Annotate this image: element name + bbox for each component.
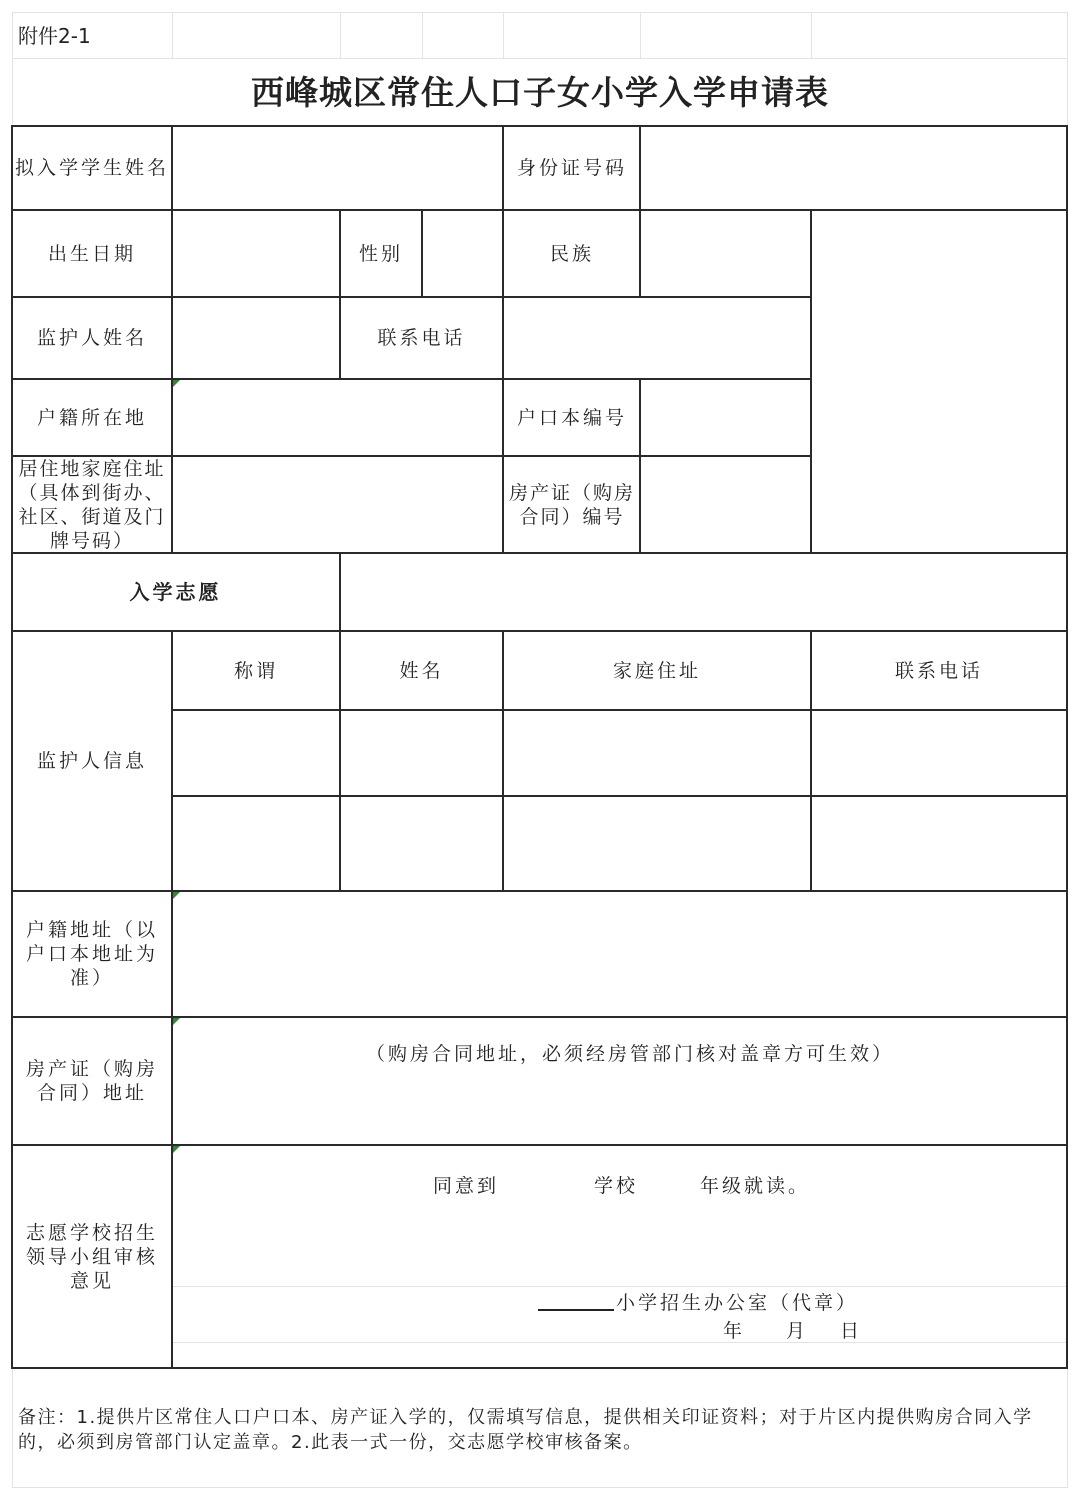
grid-line	[172, 1342, 1067, 1343]
label-hukou-number: 户口本编号	[516, 406, 627, 429]
label-id-number: 身份证号码	[516, 157, 627, 179]
guardian-col-phone: 联系电话	[894, 659, 983, 682]
property-address-field[interactable]	[173, 1018, 1066, 1144]
form-title: 西峰城区常住人口子女小学入学申请表	[251, 73, 829, 112]
review-year: 年	[723, 1320, 743, 1342]
birth-date-field[interactable]	[173, 211, 339, 296]
id-number-field[interactable]	[641, 127, 1066, 209]
gender-field[interactable]	[423, 211, 502, 296]
review-month: 月	[786, 1320, 806, 1342]
review-day: 日	[840, 1320, 860, 1342]
label-review-opinion: 志愿学校招生领导小组审核意见	[25, 1221, 158, 1292]
label-gender: 性别	[358, 242, 403, 265]
grid-line	[640, 12, 641, 58]
guardian-row-1[interactable]	[173, 711, 1066, 795]
attachment-label: 附件2-1	[18, 24, 91, 48]
grid-line	[172, 1286, 1067, 1287]
label-property-cert-number: 房产证（购房合同）编号	[508, 481, 635, 528]
photo-area[interactable]	[812, 211, 1066, 552]
guardian-name-field[interactable]	[173, 298, 339, 378]
label-contact-phone: 联系电话	[377, 327, 466, 349]
label-household-location: 户籍所在地	[36, 406, 147, 429]
property-cert-number-field[interactable]	[641, 457, 810, 552]
guardian-row-2[interactable]	[173, 797, 1066, 890]
guardian-col-relation: 称谓	[233, 659, 278, 682]
grid-line	[12, 58, 1068, 59]
grid-line	[811, 12, 812, 58]
table-border	[1066, 125, 1068, 1369]
review-grade: 年级就读。	[700, 1175, 811, 1197]
label-birth-date: 出生日期	[47, 242, 136, 265]
label-residence-address: 居住地家庭住址（具体到街办、社区、街道及门牌号码）	[18, 457, 166, 552]
review-agree-to: 同意到	[433, 1175, 500, 1197]
label-ethnicity: 民族	[549, 242, 594, 265]
office-name-blank[interactable]	[538, 1309, 614, 1311]
household-location-field[interactable]	[173, 380, 502, 455]
hukou-number-field[interactable]	[641, 380, 810, 455]
grid-line	[172, 12, 173, 58]
label-hukou-address: 户籍地址（以户口本地址为准）	[25, 919, 158, 989]
enrollment-wish-field[interactable]	[341, 554, 1066, 630]
property-address-note: （购房合同地址，必须经房管部门核对盖章方可生效）	[366, 1043, 895, 1065]
residence-address-field[interactable]	[173, 457, 502, 552]
ethnicity-field[interactable]	[641, 211, 810, 296]
grid-line	[340, 12, 341, 58]
label-enrollment-wish: 入学志愿	[129, 580, 222, 604]
contact-phone-field[interactable]	[504, 298, 810, 378]
footer-note: 备注：1.提供片区常住人口户口本、房产证入学的，仅需填写信息，提供相关印证资料；对于片区内提供购房合同入学的，必须到房管部门认定盖章。2.此表一式一份，交志愿学校审核备案。	[18, 1407, 1033, 1453]
grid-line	[12, 1487, 1068, 1488]
review-office: 小学招生办公室（代章）	[616, 1292, 859, 1314]
grid-line	[422, 12, 423, 58]
label-guardian-name: 监护人姓名	[36, 327, 147, 349]
label-property-address: 房产证（购房合同）地址	[25, 1058, 158, 1104]
label-guardian-info: 监护人信息	[36, 750, 147, 772]
cell-marker	[173, 1146, 180, 1153]
student-name-field[interactable]	[173, 127, 502, 209]
grid-line	[503, 12, 504, 58]
label-student-name: 拟入学学生姓名	[14, 157, 169, 179]
hukou-address-field[interactable]	[173, 892, 1066, 1016]
guardian-col-name: 姓名	[399, 659, 444, 682]
guardian-col-address: 家庭住址	[612, 659, 701, 682]
grid-line	[12, 12, 1068, 13]
review-school: 学校	[594, 1175, 639, 1197]
